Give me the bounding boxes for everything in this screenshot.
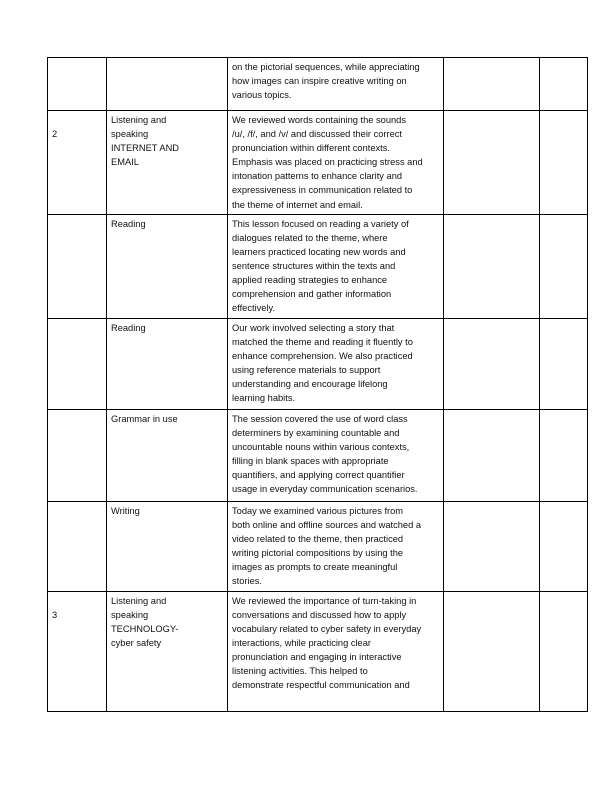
description-cell bbox=[228, 214, 444, 318]
table-row bbox=[48, 318, 588, 409]
empty-cell bbox=[444, 58, 540, 111]
description-line: learners practiced locating new words and bbox=[232, 246, 406, 257]
week-cell bbox=[48, 409, 107, 501]
description-line: using reference materials to support bbox=[232, 364, 381, 375]
topic-line: Listening and bbox=[111, 115, 167, 125]
description-line: dialogues related to the theme, where bbox=[232, 232, 388, 243]
description-line: understanding and encourage lifelong bbox=[232, 379, 388, 390]
empty-cell bbox=[540, 591, 588, 711]
description-line: quantifiers, and applying correct quantifier bbox=[232, 470, 405, 481]
topic-line: speaking bbox=[111, 609, 149, 620]
empty-cell bbox=[444, 318, 540, 409]
description-line: Our work involved selecting a story that bbox=[232, 322, 395, 333]
description-line: applied reading strategies to enhance bbox=[232, 275, 388, 286]
topic-cell bbox=[107, 409, 228, 501]
description-line: Emphasis was placed on practicing stress and bbox=[232, 157, 423, 168]
empty-cell bbox=[540, 318, 588, 409]
topic-cell bbox=[107, 591, 228, 711]
description-cell bbox=[228, 501, 444, 591]
topic-line: Reading bbox=[111, 322, 146, 333]
description-line: video related to the theme, then practiced bbox=[232, 533, 404, 544]
topic-line: Writing bbox=[111, 505, 140, 516]
table-row bbox=[48, 58, 588, 111]
empty-cell bbox=[540, 111, 588, 215]
table-row bbox=[48, 501, 588, 591]
description-line: sentence structures within the texts and bbox=[232, 260, 396, 271]
description-line: listening activities. This helped to bbox=[232, 666, 368, 677]
topic-line: Listening and bbox=[111, 595, 167, 606]
empty-cell bbox=[444, 501, 540, 591]
description-line: usage in everyday communication scenarios. bbox=[232, 484, 418, 495]
week-cell bbox=[48, 58, 107, 111]
description-line: images as prompts to create meaningful bbox=[232, 562, 398, 573]
description-line: pronunciation within different contexts. bbox=[232, 143, 390, 154]
description-line: comprehension and gather information bbox=[232, 289, 392, 300]
topic-line: INTERNET AND bbox=[111, 143, 180, 154]
topic-cell bbox=[107, 58, 228, 111]
topic-cell bbox=[107, 111, 228, 215]
empty-cell bbox=[444, 591, 540, 711]
topic-cell bbox=[107, 214, 228, 318]
description-cell bbox=[228, 591, 444, 711]
table-row bbox=[48, 409, 588, 501]
empty-cell bbox=[444, 111, 540, 215]
description-line: expressiveness in communication related to bbox=[232, 185, 413, 196]
description-line: /u/, /f/, and /v/ and discussed their correct bbox=[232, 129, 403, 140]
empty-cell bbox=[444, 214, 540, 318]
description-line: intonation patterns to enhance clarity and bbox=[232, 171, 403, 182]
week-cell bbox=[48, 214, 107, 318]
topic-cell bbox=[107, 501, 228, 591]
description-line: enhance comprehension. We also practiced bbox=[232, 350, 413, 361]
description-line: determiners by examining countable and bbox=[232, 427, 400, 438]
description-line: effectively. bbox=[232, 303, 276, 314]
topic-line: Grammar in use bbox=[111, 413, 178, 424]
topic-cell bbox=[107, 318, 228, 409]
description-line: demonstrate respectful communication and bbox=[232, 680, 410, 691]
empty-cell bbox=[444, 409, 540, 501]
empty-cell bbox=[540, 501, 588, 591]
description-line: stories. bbox=[232, 576, 262, 587]
table-row bbox=[48, 111, 588, 215]
description-line: learning habits. bbox=[232, 393, 296, 404]
topic-line: EMAIL bbox=[111, 157, 139, 168]
description-line: interactions, while practicing clear bbox=[232, 637, 371, 648]
week-number: 3 bbox=[52, 609, 58, 620]
description-cell bbox=[228, 409, 444, 501]
description-line: We reviewed words containing the sounds bbox=[232, 115, 406, 125]
description-line: The session covered the use of word class bbox=[232, 413, 408, 424]
table-row bbox=[48, 214, 588, 318]
description-line: conversations and discussed how to apply bbox=[232, 609, 407, 620]
topic-line: speaking bbox=[111, 129, 149, 140]
description-cell bbox=[228, 58, 444, 111]
week-cell bbox=[48, 501, 107, 591]
description-line: various topics. bbox=[232, 90, 292, 101]
empty-cell bbox=[540, 409, 588, 501]
week-cell bbox=[48, 111, 107, 215]
description-line: both online and offline sources and watched a bbox=[232, 519, 422, 530]
topic-line: TECHNOLOGY- bbox=[111, 623, 179, 634]
week-cell bbox=[48, 318, 107, 409]
topic-line: cyber safety bbox=[111, 637, 162, 648]
description-line: the theme of internet and email. bbox=[232, 199, 363, 210]
lesson-table bbox=[47, 57, 588, 712]
description-line: on the pictorial sequences, while appreciating bbox=[232, 62, 420, 72]
week-number: 2 bbox=[52, 129, 58, 139]
description-line: Today we examined various pictures from bbox=[232, 505, 404, 516]
table-row bbox=[48, 591, 588, 711]
description-line: filling in blank spaces with appropriate bbox=[232, 455, 389, 466]
description-line: uncountable nouns within various contexts, bbox=[232, 441, 410, 452]
topic-line: Reading bbox=[111, 218, 146, 229]
description-line: how images can inspire creative writing on bbox=[232, 76, 407, 87]
week-cell bbox=[48, 591, 107, 711]
description-line: vocabulary related to cyber safety in everyday bbox=[232, 623, 422, 634]
description-line: pronunciation and engaging in interactive bbox=[232, 652, 402, 663]
description-cell bbox=[228, 111, 444, 215]
empty-cell bbox=[540, 214, 588, 318]
description-line: matched the theme and reading it fluently to bbox=[232, 336, 413, 347]
empty-cell bbox=[540, 58, 588, 111]
description-cell bbox=[228, 318, 444, 409]
description-line: writing pictorial compositions by using the bbox=[232, 547, 404, 558]
description-line: This lesson focused on reading a variety of bbox=[232, 218, 409, 229]
description-line: We reviewed the importance of turn-taking in bbox=[232, 595, 417, 606]
